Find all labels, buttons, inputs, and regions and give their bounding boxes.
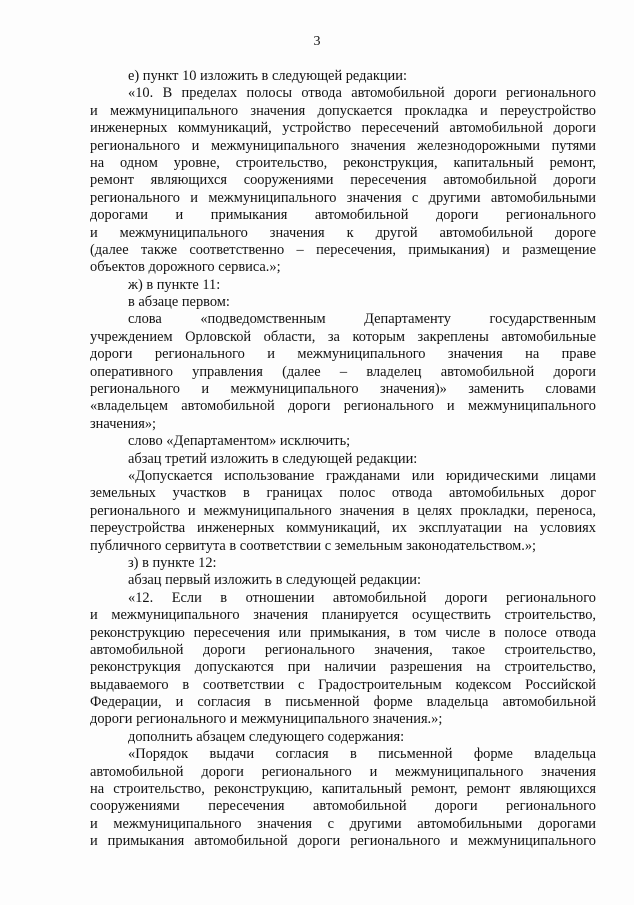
document-body (90, 68, 596, 851)
text-line: сооружениями пересечения автомобильной дороги регионального (90, 798, 596, 815)
text-line: «Допускается использование гражданами или юридическими лицами (128, 467, 596, 484)
text-line: и межмуниципального значения планируется осуществить строительство, (90, 607, 596, 624)
text-line: ж) в пункте 11: (128, 276, 221, 293)
text-line: оперативного управления (далее – владелец автомобильной дороги (90, 363, 596, 380)
text-line: дороги регионального и межмуниципального значения на праве (90, 346, 596, 363)
text-line: «10. В пределах полосы отвода автомобильной дороги регионального (128, 85, 596, 102)
text-line: Федерации, и согласия в письменной форме владельца автомобильной (90, 694, 596, 711)
text-line: и межмуниципального значения допускается прокладка и переустройство (90, 102, 596, 119)
text-line: и межмуниципального значения с другими автомобильными дорогами (90, 815, 596, 832)
text-line: инженерных коммуникаций, устройство пересечений автомобильной дороги (90, 120, 596, 137)
text-line: переустройства инженерных коммуникаций, их эксплуатации на условиях (90, 520, 596, 537)
text-line: регионального и межмуниципального значения с другими автомобильными (90, 189, 596, 206)
text-line: регионального и межмуниципального значения железнодорожными путями (90, 137, 596, 154)
text-line: е) пункт 10 изложить в следующей редакции: (128, 68, 407, 84)
text-line: з) в пункте 12: (128, 554, 217, 571)
text-line: регионального и межмуниципального значения в целях прокладки, переноса, (90, 502, 596, 519)
text-line: (далее также соответственно – пересечения, примыкания) и размещение (90, 241, 596, 258)
text-line: ремонт являющихся сооружениями пересечения автомобильной дороги (90, 172, 596, 189)
text-line: земельных участков в границах полос отвода автомобильных дорог (90, 485, 596, 502)
text-line: «Порядок выдачи согласия в письменной форме владельца (128, 746, 596, 763)
text-line: регионального и межмуниципального значения)» заменить словами (90, 381, 596, 398)
text-line: публичного сервитута в соответствии с земельным законодательством.»; (90, 537, 537, 554)
text-line: дополнить абзацем следующего содержания: (128, 728, 405, 745)
text-line: учреждением Орловской области, за которым закреплены автомобильные (90, 328, 596, 345)
text-line: реконструкцию пересечения или примыкания, в том числе в полосе отвода (90, 624, 596, 641)
text-line: на одном уровне, строительство, реконструкция, капитальный ремонт, (90, 154, 596, 171)
text-line: «владельцем автомобильной дороги регионального и межмуниципального (90, 398, 596, 415)
text-line: автомобильной дороги регионального значения, такое строительство, (90, 641, 596, 658)
text-line: дороги регионального и межмуниципального значения.»; (90, 711, 443, 728)
text-line: и примыкания автомобильной дороги регионального и межмуниципального (90, 833, 596, 850)
text-line: объектов дорожного сервиса.»; (90, 259, 281, 276)
text-line: абзац первый изложить в следующей редакции: (128, 572, 422, 589)
text-line: автомобильной дороги регионального и межмуниципального значения (90, 763, 596, 780)
text-line: в абзаце первом: (128, 294, 230, 311)
text-line: дорогами и примыкания автомобильной дороги регионального (90, 207, 596, 224)
text-line: и межмуниципального значения к другой автомобильной дороге (90, 224, 596, 241)
text-line: абзац третий изложить в следующей редакции: (128, 450, 418, 467)
text-line: значения»; (90, 415, 157, 432)
text-line: «12. Если в отношении автомобильной дороги регионального (128, 589, 596, 606)
text-line: выдаваемого в соответствии с Градостроительным кодексом Российской (90, 676, 596, 693)
text-line: на строительство, реконструкцию, капитальный ремонт, ремонт являющихся (90, 781, 596, 798)
text-line: слова «подведомственным Департаменту государственным (128, 311, 596, 328)
text-line: слово «Департаментом» исключить; (128, 433, 351, 450)
page-number: 3 (313, 34, 321, 49)
text-line: реконструкция допускаются при наличии разрешения на строительство, (90, 659, 596, 676)
